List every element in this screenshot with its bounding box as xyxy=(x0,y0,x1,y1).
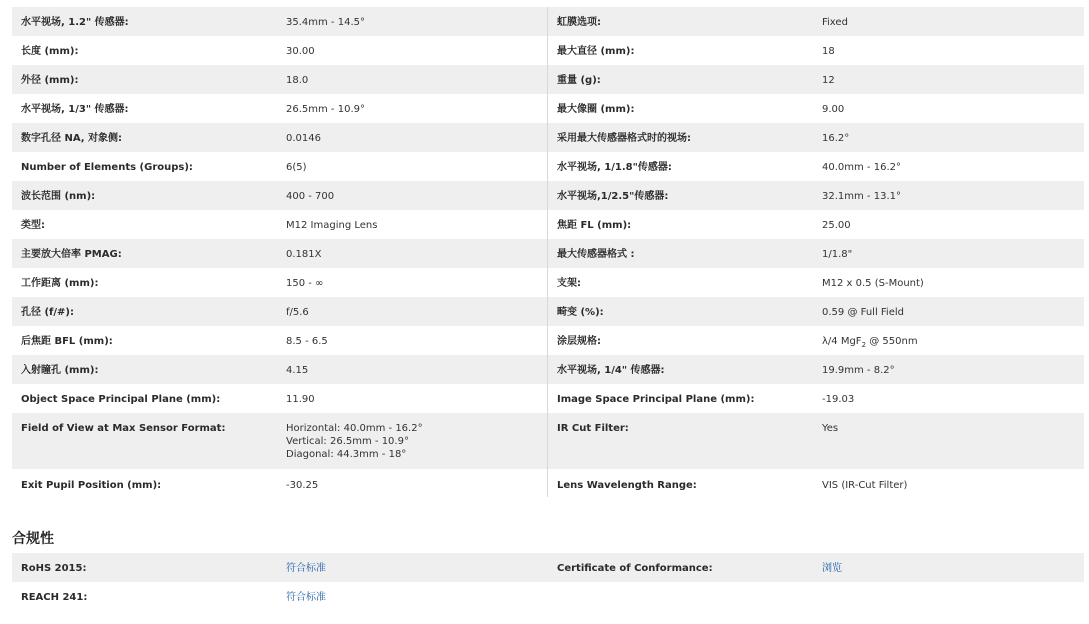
spec-label: 水平视场,1/2.5"传感器: xyxy=(557,191,669,202)
spec-label: Field of View at Max Sensor Format: xyxy=(21,423,226,434)
compliance-empty-value xyxy=(814,582,1084,611)
spec-value: VIS (IR-Cut Filter) xyxy=(822,480,908,491)
spec-value: 0.181X xyxy=(278,239,548,268)
spec-value: -30.25 xyxy=(278,469,548,497)
spec-label: Object Space Principal Plane (mm): xyxy=(21,394,221,405)
fov-values xyxy=(278,413,548,469)
spec-row xyxy=(12,413,1084,469)
coating-subscript: 2 xyxy=(861,341,867,349)
spec-label: 最大直径 (mm): xyxy=(557,46,635,57)
spec-row xyxy=(12,384,1084,413)
spec-label: 畸变 (%): xyxy=(557,307,604,318)
spec-label: 水平视场, 1/4" 传感器: xyxy=(557,365,665,376)
spec-label: 工作距离 (mm): xyxy=(21,278,99,289)
spec-value: 26.5mm - 10.9° xyxy=(278,94,548,123)
spec-value: 25.00 xyxy=(822,220,851,231)
spec-label: IR Cut Filter: xyxy=(557,423,629,434)
compliance-table xyxy=(12,553,1084,611)
spec-label: Image Space Principal Plane (mm): xyxy=(557,394,755,405)
compliance-label: Certificate of Conformance: xyxy=(557,563,713,574)
spec-label: Lens Wavelength Range: xyxy=(557,480,697,491)
spec-label: 水平视场, 1.2" 传感器: xyxy=(21,17,129,28)
coating-spec-value xyxy=(814,326,1084,355)
spec-label: Exit Pupil Position (mm): xyxy=(21,480,162,491)
spec-value: Fixed xyxy=(822,17,848,28)
spec-label: 虹膜选项: xyxy=(557,17,601,28)
spec-row xyxy=(12,297,1084,326)
spec-value: 16.2° xyxy=(822,133,850,144)
spec-value: 0.0146 xyxy=(278,123,548,152)
fov-horizontal: Horizontal: 40.0mm - 16.2° xyxy=(286,423,423,434)
spec-label: 孔径 (f/#): xyxy=(21,307,75,318)
spec-row xyxy=(12,469,1084,497)
fov-vertical: Vertical: 26.5mm - 10.9° xyxy=(286,436,409,447)
spec-label: 水平视场, 1/3" 传感器: xyxy=(21,104,129,115)
spec-value: 6(5) xyxy=(278,152,548,181)
compliance-row xyxy=(12,582,1084,611)
spec-row xyxy=(12,123,1084,152)
fov-diagonal: Diagonal: 44.3mm - 18° xyxy=(286,449,407,460)
reach-compliant-link[interactable]: 符合标准 xyxy=(286,592,326,603)
spec-row xyxy=(12,268,1084,297)
coating-prefix: λ/4 MgF xyxy=(822,336,862,347)
spec-label: 最大传感器格式 : xyxy=(557,249,635,260)
spec-value: 40.0mm - 16.2° xyxy=(822,162,901,173)
compliance-row xyxy=(12,553,1084,582)
spec-label: 涂层规格: xyxy=(557,336,601,347)
spec-value: 1/1.8" xyxy=(822,249,853,260)
spec-value: -19.03 xyxy=(822,394,855,405)
compliance-label: REACH 241: xyxy=(21,592,88,603)
compliance-value xyxy=(814,553,1084,582)
spec-value: 400 - 700 xyxy=(278,181,548,210)
spec-row xyxy=(12,326,1084,355)
specifications-table xyxy=(12,7,1084,497)
spec-value: 35.4mm - 14.5° xyxy=(278,7,548,36)
spec-row xyxy=(12,7,1084,36)
spec-value: 150 - ∞ xyxy=(278,268,548,297)
spec-label: 长度 (mm): xyxy=(21,46,79,57)
spec-value: Yes xyxy=(822,423,839,434)
compliance-label: RoHS 2015: xyxy=(21,563,87,574)
spec-row xyxy=(12,210,1084,239)
compliance-value xyxy=(278,582,548,611)
spec-value: 32.1mm - 13.1° xyxy=(822,191,901,202)
spec-label: 外径 (mm): xyxy=(21,75,79,86)
compliance-empty-label xyxy=(548,582,814,611)
spec-row xyxy=(12,239,1084,268)
spec-label: 波长范围 (nm): xyxy=(21,191,96,202)
spec-label: 后焦距 BFL (mm): xyxy=(21,336,113,347)
spec-row xyxy=(12,152,1084,181)
spec-row xyxy=(12,65,1084,94)
certificate-view-link[interactable]: 浏览 xyxy=(822,563,842,574)
spec-value: 18.0 xyxy=(278,65,548,94)
spec-value: f/5.6 xyxy=(278,297,548,326)
spec-row xyxy=(12,36,1084,65)
spec-label: 最大像圈 (mm): xyxy=(557,104,635,115)
spec-label: 水平视场, 1/1.8"传感器: xyxy=(557,162,672,173)
spec-label: 主要放大倍率 PMAG: xyxy=(21,249,122,260)
spec-label: 支架: xyxy=(557,278,581,289)
spec-value: 8.5 - 6.5 xyxy=(278,326,548,355)
spec-value: 4.15 xyxy=(278,355,548,384)
spec-value: 0.59 @ Full Field xyxy=(822,307,904,318)
spec-label: 采用最大传感器格式时的视场: xyxy=(557,133,691,144)
spec-label: 入射瞳孔 (mm): xyxy=(21,365,99,376)
spec-value: 12 xyxy=(822,75,835,86)
spec-row xyxy=(12,94,1084,123)
compliance-heading: 合规性 xyxy=(12,531,54,547)
coating-suffix: @ 550nm xyxy=(866,336,918,347)
spec-row xyxy=(12,181,1084,210)
spec-value: 18 xyxy=(822,46,835,57)
spec-value: 30.00 xyxy=(278,36,548,65)
spec-value: 19.9mm - 8.2° xyxy=(822,365,895,376)
spec-label: 数字孔径 NA, 对象侧: xyxy=(21,133,123,144)
spec-value: M12 x 0.5 (S-Mount) xyxy=(822,278,924,289)
rohs-compliant-link[interactable]: 符合标准 xyxy=(286,563,326,574)
spec-row xyxy=(12,355,1084,384)
spec-label: 类型: xyxy=(21,220,45,231)
compliance-value xyxy=(278,553,548,582)
spec-value: 11.90 xyxy=(278,384,548,413)
spec-value: 9.00 xyxy=(822,104,845,115)
spec-label: Number of Elements (Groups): xyxy=(21,162,193,173)
spec-label: 重量 (g): xyxy=(557,75,601,86)
spec-value: M12 Imaging Lens xyxy=(278,210,548,239)
spec-label: 焦距 FL (mm): xyxy=(557,220,632,231)
